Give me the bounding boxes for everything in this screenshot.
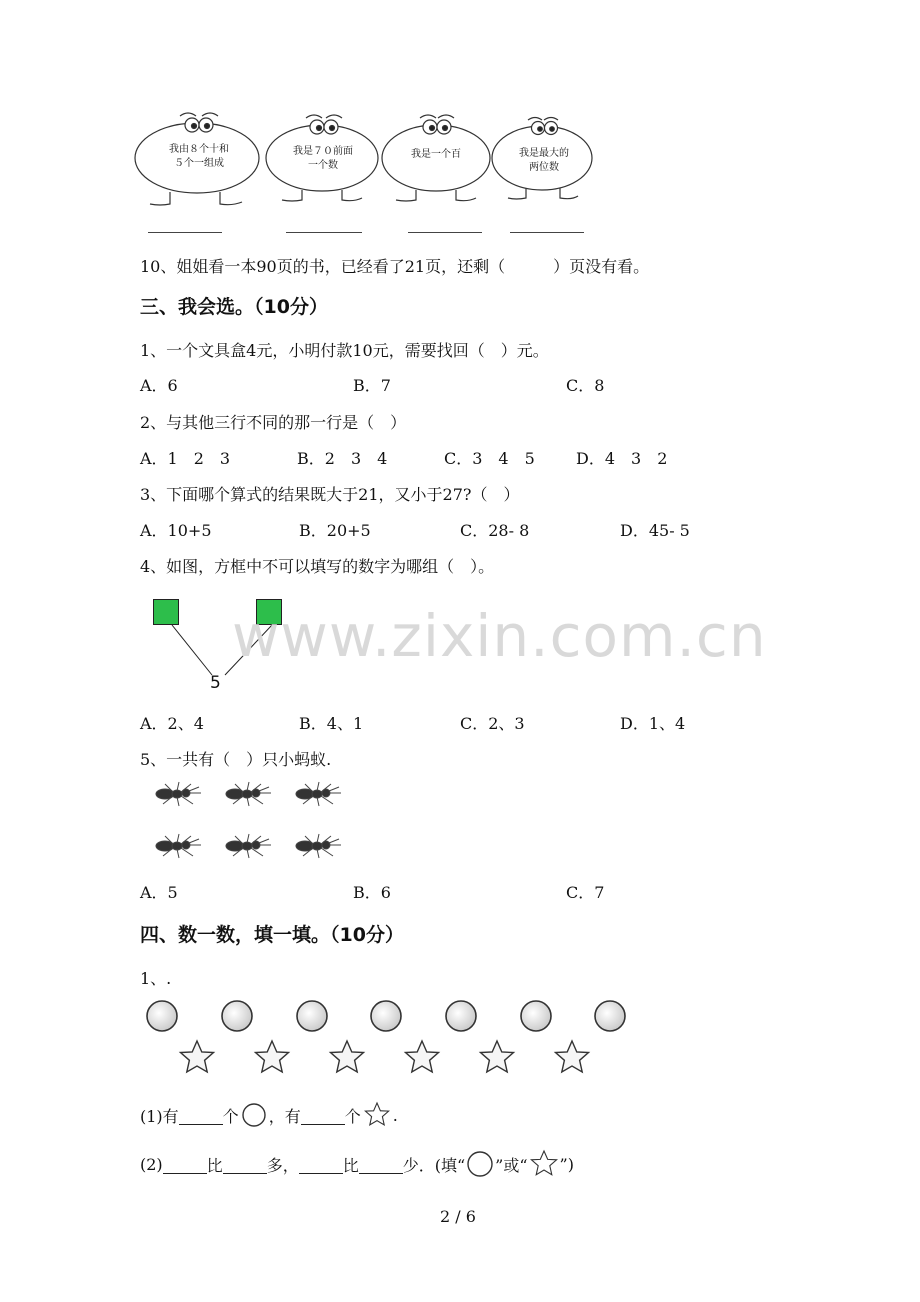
circle-icon — [222, 1001, 252, 1031]
answer-blank-3[interactable] — [408, 232, 482, 233]
blank-compare-4[interactable] — [359, 1154, 403, 1174]
circle-icon — [466, 1150, 494, 1178]
char2-text: 我是７０前面 一个数 — [293, 146, 353, 171]
blank-compare-3[interactable] — [299, 1154, 343, 1174]
circle-icon — [297, 1001, 327, 1031]
char1-text: 我由８个十和 ５个一组成 — [169, 144, 229, 169]
page-number: 2 / 6 — [440, 1207, 476, 1226]
s3-q1-text: 1、一个文具盒4元，小明付款10元，需要找回（ ）元。 — [140, 341, 549, 360]
s3-q4-text: 4、如图，方框中不可以填写的数字为哪组（ ）。 — [140, 557, 495, 576]
s3-q3-option-b[interactable]: B．20+5 — [299, 521, 371, 540]
s3-q4-option-d[interactable]: D．1、4 — [620, 714, 686, 733]
answer-blank-2[interactable] — [286, 232, 362, 233]
char4-text: 我是最大的 两位数 — [519, 148, 569, 173]
s3-q4-option-c[interactable]: C．2、3 — [460, 714, 525, 733]
star-icon — [556, 1041, 589, 1072]
blank-compare-1[interactable] — [163, 1154, 207, 1174]
ant-icon — [156, 834, 201, 858]
s3-q5-option-a[interactable]: A．5 — [140, 883, 178, 902]
s3-q4-option-b[interactable]: B．4、1 — [299, 714, 364, 733]
answer-blank-1[interactable] — [148, 232, 222, 233]
ant-icon — [156, 782, 201, 806]
s3-q2-option-a[interactable]: A．1 2 3 — [140, 449, 231, 468]
question-10: 10、姐姐看一本90页的书，已经看了21页，还剩（ ）页没有看。 — [140, 257, 650, 276]
char3-text: 我是一个百 — [411, 149, 461, 160]
blank-circle-count[interactable] — [179, 1105, 223, 1125]
s4-fill-line-2: (2) 比 多， 比 少．(填“ ”或“ ”) — [140, 1149, 574, 1179]
star-icon — [363, 1101, 391, 1129]
answer-blank-4[interactable] — [510, 232, 584, 233]
section-4-title: 四、数一数，填一填。（10分） — [140, 924, 404, 946]
circle-icon — [595, 1001, 625, 1031]
ant-icon — [296, 782, 341, 806]
diagram-number: 5 — [210, 673, 221, 693]
s3-q2-text: 2、与其他三行不同的那一行是（ ） — [140, 413, 407, 432]
blank-star-count[interactable] — [301, 1105, 345, 1125]
star-icon — [181, 1041, 214, 1072]
s3-q3-option-a[interactable]: A．10+5 — [140, 521, 212, 540]
ant-icon — [296, 834, 341, 858]
s3-q1-option-b[interactable]: B．7 — [353, 376, 391, 395]
s3-q1-option-a[interactable]: A．6 — [140, 376, 178, 395]
s4-fill-line-1: (1)有 个 ，有 个 . — [140, 1101, 398, 1129]
watermark: www.zixin.com.cn — [232, 602, 767, 670]
s3-q3-option-c[interactable]: C．28- 8 — [460, 521, 530, 540]
circle-icon — [446, 1001, 476, 1031]
circle-icon — [147, 1001, 177, 1031]
ant-icon — [226, 782, 271, 806]
s4-q1-label: 1、. — [140, 969, 172, 988]
star-icon — [481, 1041, 514, 1072]
s3-q3-option-d[interactable]: D．45- 5 — [620, 521, 690, 540]
star-icon — [406, 1041, 439, 1072]
circle-icon — [241, 1102, 267, 1128]
s3-q5-text: 5、一共有（ ）只小蚂蚁. — [140, 750, 332, 769]
s3-q3-text: 3、下面哪个算式的结果既大于21，又小于27?（ ） — [140, 485, 520, 504]
star-icon — [529, 1149, 559, 1179]
s3-q4-option-a[interactable]: A．2、4 — [140, 714, 204, 733]
circle-icon — [521, 1001, 551, 1031]
s3-q2-option-b[interactable]: B．2 3 4 — [297, 449, 388, 468]
section-3-title: 三、我会选。（10分） — [140, 296, 328, 318]
s3-q5-option-b[interactable]: B．6 — [353, 883, 391, 902]
circle-icon — [371, 1001, 401, 1031]
s3-q2-option-c[interactable]: C．3 4 5 — [444, 449, 535, 468]
star-icon — [256, 1041, 289, 1072]
s3-q1-option-c[interactable]: C．8 — [566, 376, 605, 395]
s3-q5-option-c[interactable]: C．7 — [566, 883, 605, 902]
star-icon — [331, 1041, 364, 1072]
blank-compare-2[interactable] — [223, 1154, 267, 1174]
ant-icon — [226, 834, 271, 858]
s3-q2-option-d[interactable]: D．4 3 2 — [576, 449, 668, 468]
